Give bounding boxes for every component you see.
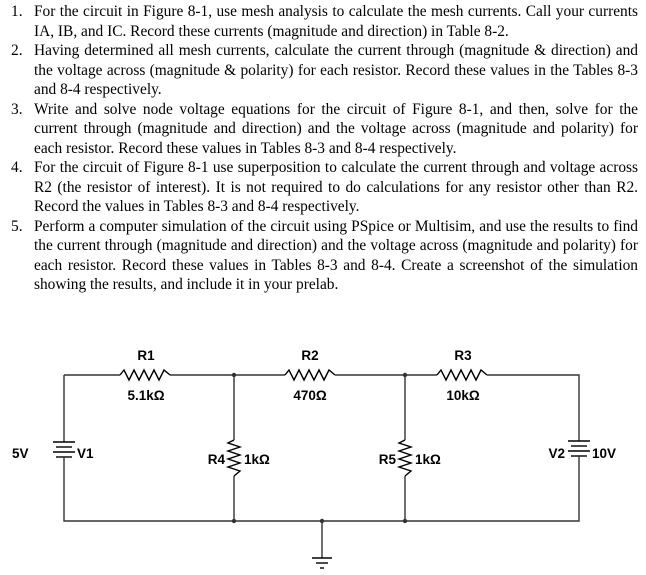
bottom-wire [64, 462, 579, 521]
junction-dot [403, 373, 407, 377]
step-text: For the circuit of Figure 8-1 use superposition to calculate the current through and voltage across R2 (the resistor of interest). It is not required to do calculations for any resistor other than R2. Record the values in Tables 8-3 and 8-4 respectively. [34, 159, 638, 215]
v1-value-label: 5V [12, 446, 29, 461]
junction-dot [232, 519, 236, 523]
step-text: Write and solve node voltage equations for the circuit of Figure 8-1, and then, solve for the current through (magnitude and direction) and the voltage across (magnitude and polarity) for each resistor. Record these values in Tables 8-3 and 8-4 respectively. [34, 100, 638, 157]
r2-value-label: 470Ω [293, 388, 327, 403]
step-number: 3. [11, 100, 23, 118]
r5-resistor-icon [399, 440, 411, 476]
r3-name-label: R3 [454, 348, 472, 363]
r2-name-label: R2 [301, 348, 319, 363]
r5-name-label: R5 [378, 452, 396, 467]
step-text: Having determined all mesh currents, calculate the current through (magnitude & direction) and the voltage across (magnitude & polarity) for each resistor. Record these values in the Tables 8-3 and 8-4 respectively. [34, 42, 638, 98]
step-number: 5. [11, 217, 23, 235]
instruction-step-4 [0, 158, 638, 217]
r3-value-label: 10kΩ [446, 388, 480, 403]
v2-value-label: 10V [592, 446, 617, 461]
step-text: For the circuit in Figure 8-1, use mesh analysis to calculate the mesh currents. Call your currents IA, IB, and IC. Record these currents (magnitude and direction) in Table 8-2. [34, 3, 638, 40]
instruction-list [0, 2, 638, 295]
r4-value-label: 1kΩ [244, 452, 270, 467]
v2-name-label: V2 [548, 446, 565, 461]
r3-resistor-icon [437, 370, 487, 380]
junction-dot [232, 373, 236, 377]
r5-value-label: 1kΩ [415, 452, 441, 467]
instruction-step-3 [0, 100, 638, 159]
circuit-diagram [0, 338, 646, 575]
step-number: 2. [11, 42, 23, 59]
v1-battery-icon [53, 442, 75, 462]
r4-name-label: R4 [207, 452, 225, 467]
v1-name-label: V1 [77, 446, 94, 461]
junction-dot [403, 519, 407, 523]
r2-resistor-icon [285, 370, 335, 380]
junction-dot [320, 519, 324, 523]
v2-battery-icon [568, 441, 590, 463]
instruction-step-1 [0, 2, 638, 41]
step-text: Perform a computer simulation of the circuit using PSpice or Multisim, and use the results to find the current through (magnitude and direction) and the voltage across (magnitude and polarity) for each resistor. Record these values in Tables 8-3 and 8-4. Create a screenshot of the simulation showing the results, and include it in your prelab. [34, 217, 638, 293]
top-wire-left [64, 375, 579, 441]
r1-name-label: R1 [137, 348, 155, 363]
r1-value-label: 5.1kΩ [127, 388, 165, 403]
step-number: 4. [11, 159, 23, 176]
ground-icon [312, 558, 332, 568]
r1-resistor-icon [120, 370, 170, 380]
step-number: 1. [11, 3, 23, 20]
instruction-step-2 [0, 41, 638, 100]
r4-resistor-icon [228, 440, 240, 476]
instruction-step-5 [0, 217, 638, 295]
